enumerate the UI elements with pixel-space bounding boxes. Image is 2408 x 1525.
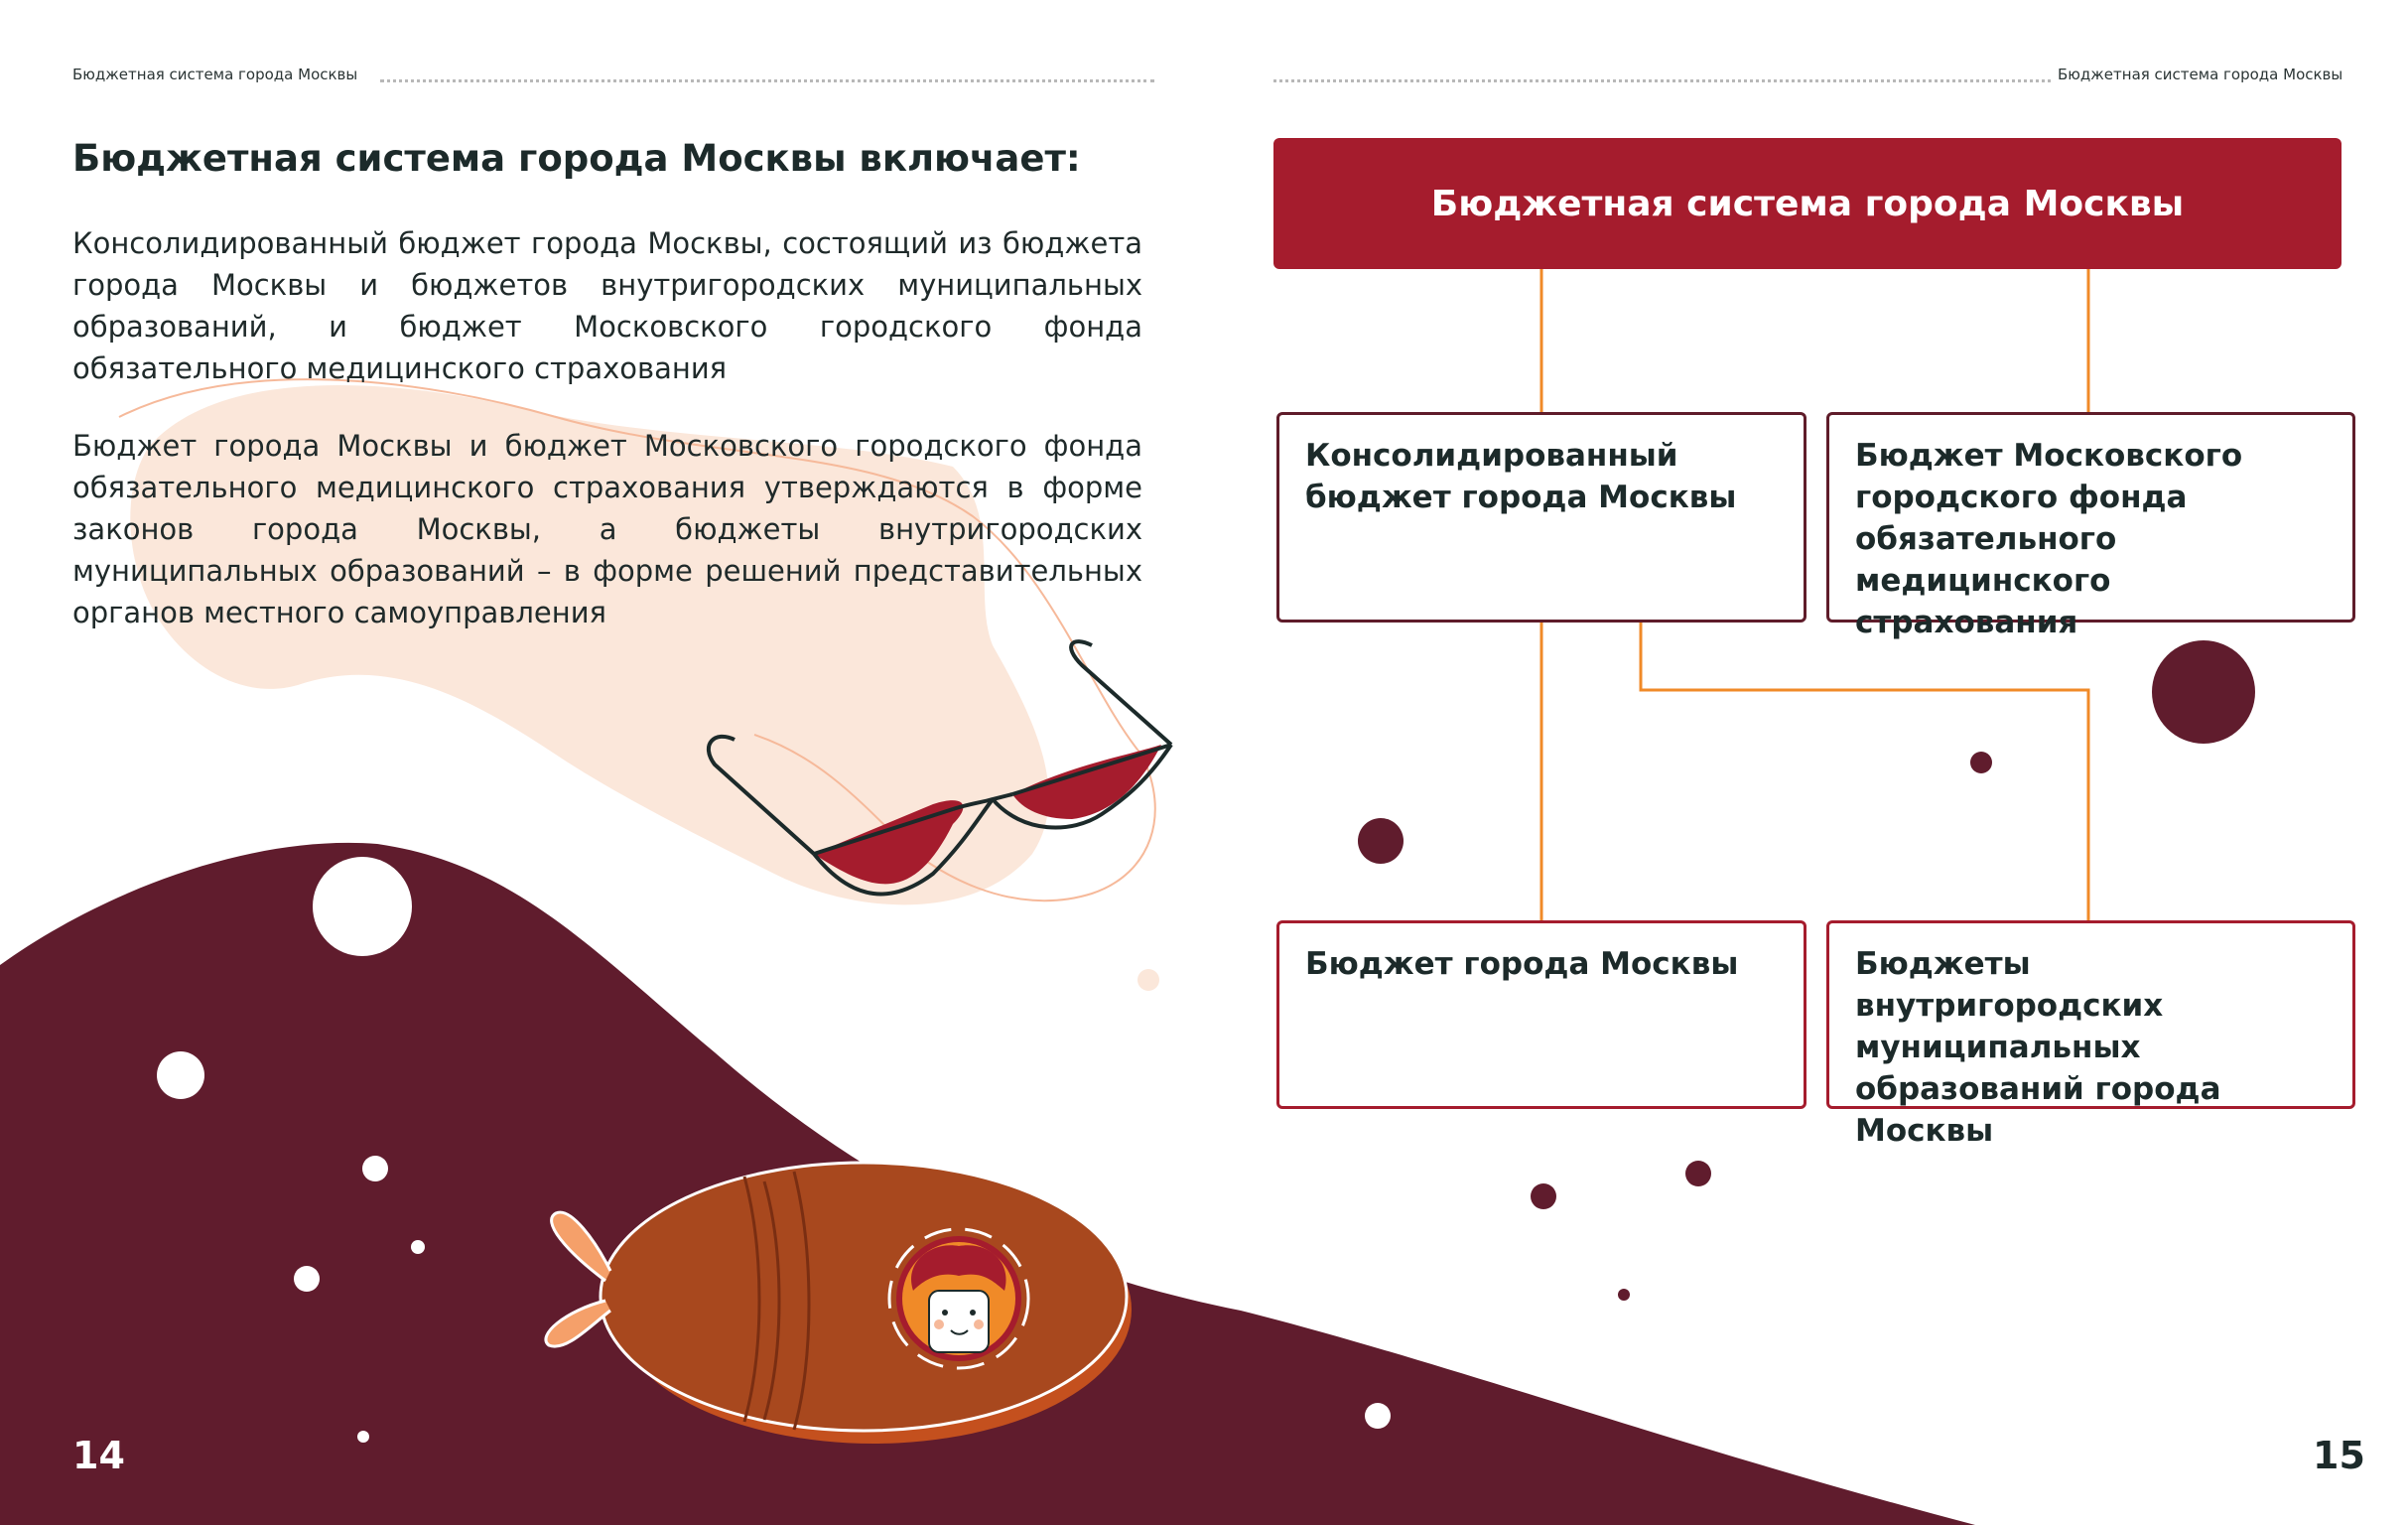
decor-dot bbox=[1685, 1161, 1711, 1186]
page-number-left: 14 bbox=[72, 1434, 125, 1477]
decor-dot bbox=[411, 1240, 425, 1254]
diagram-root-box: Бюджетная система города Москвы bbox=[1273, 138, 2341, 269]
running-header-right: Бюджетная система города Москвы bbox=[2058, 66, 2343, 83]
decor-dot bbox=[357, 1431, 369, 1443]
decor-dot bbox=[313, 857, 412, 956]
paragraph-budget-approval: Бюджет города Москвы и бюджет Московского городского фонда обязательного медицинского страхования утверждаются в форме законов города Москвы, а бюджеты внутригородских муниципальных образований – в форме решений представительных органов местного самоуправления bbox=[72, 429, 1142, 629]
decor-dot bbox=[1531, 1183, 1556, 1209]
header-dots-left bbox=[380, 79, 1154, 82]
decor-dot bbox=[1365, 1403, 1391, 1429]
running-header-left: Бюджетная система города Москвы bbox=[72, 66, 358, 83]
paragraph-consolidated-budget: Консолидированный бюджет города Москвы, состоящий из бюджета города Москвы и бюджетов внутригородских муниципальных образований, и бюджет Московского городского фонда обязательного медицинского страхования bbox=[72, 226, 1142, 385]
decor-dot bbox=[1358, 818, 1404, 864]
decor-dot bbox=[1112, 1146, 1124, 1158]
decor-dot bbox=[2152, 640, 2255, 744]
diagram-box-municipal-budgets: Бюджеты внутригородских муниципальных образований города Москвы bbox=[1826, 920, 2355, 1109]
decor-dot bbox=[157, 1051, 204, 1099]
page-number-right: 15 bbox=[2313, 1434, 2365, 1477]
decor-dot bbox=[294, 1266, 320, 1292]
decor-dot bbox=[1137, 969, 1159, 991]
diagram-box-mgfoms-budget: Бюджет Московского городского фонда обязательного медицинского страхования bbox=[1826, 412, 2355, 623]
decor-dot bbox=[362, 1156, 388, 1181]
decor-dot bbox=[1618, 1289, 1630, 1301]
diagram-box-consolidated-budget: Консолидированный бюджет города Москвы bbox=[1276, 412, 1806, 623]
header-dots-right bbox=[1273, 79, 2051, 82]
page-heading: Бюджетная система города Москвы включает: bbox=[72, 137, 1081, 180]
decor-dot bbox=[1970, 752, 1992, 773]
diagram-box-moscow-budget: Бюджет города Москвы bbox=[1276, 920, 1806, 1109]
